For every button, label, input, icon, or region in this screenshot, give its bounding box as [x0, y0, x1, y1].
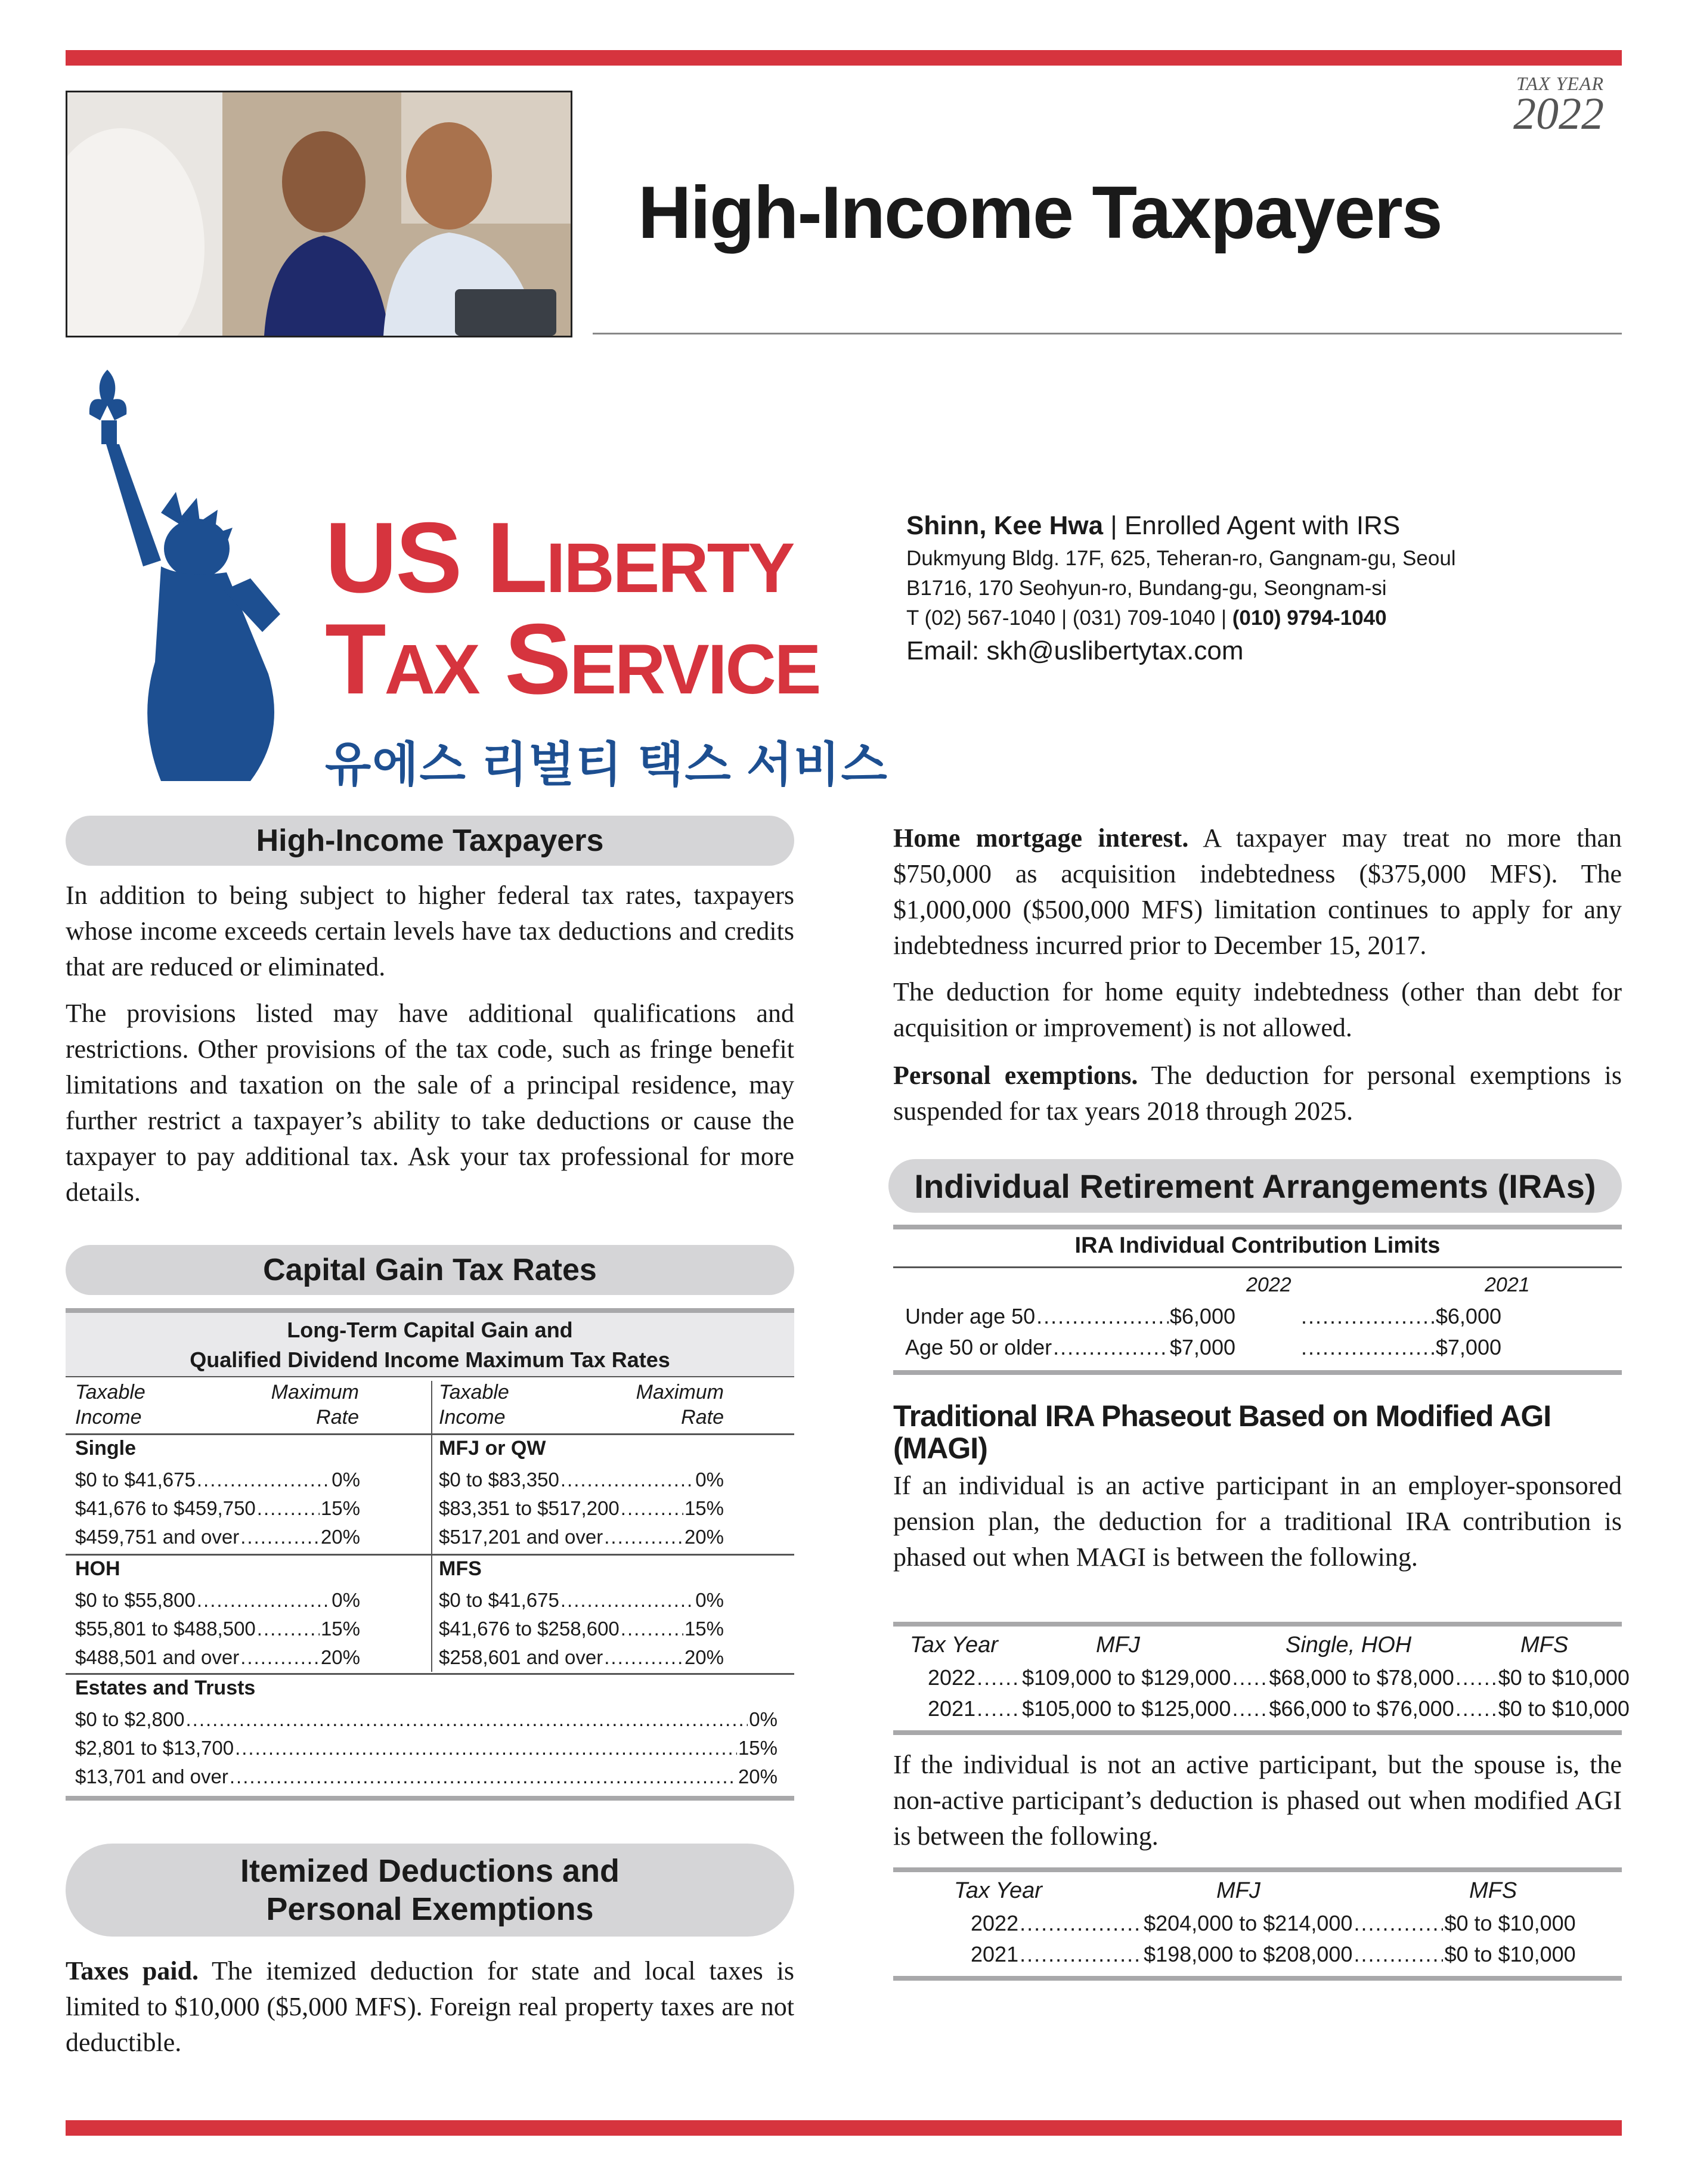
- table-row: $488,501 and over ..... 20%: [75, 1644, 360, 1671]
- itemized-heading: Itemized Deductions and Personal Exemptions: [66, 1844, 794, 1937]
- cg-group-single: Single: [75, 1437, 137, 1460]
- tax-year-label: TAX YEAR: [1516, 73, 1604, 94]
- t1-header-mfj: MFJ: [1096, 1632, 1140, 1658]
- table-row: $0 to $55,800 ..... 0%: [75, 1587, 360, 1613]
- cg-table-title-1: Long-Term Capital Gain and: [287, 1318, 573, 1342]
- table-row: $459,751 and over ..... 20%: [75, 1524, 360, 1550]
- t2-header-year: Tax Year: [954, 1878, 1042, 1903]
- contact-email[interactable]: Email: skh@uslibertytax.com: [906, 636, 1244, 665]
- phaseout-heading: Traditional IRA Phaseout Based on Modified AGI (MAGI): [893, 1399, 1551, 1465]
- logo-line-1: US Liberty: [325, 501, 794, 614]
- contact-address-1: Dukmyung Bldg. 17F, 625, Teheran-ro, Gangnam-gu, Seoul: [906, 547, 1456, 570]
- phaseout-p2: If the individual is not an active participant, but the spouse is, the non-active participant’s deduction is phased out when modified AGI is between the following.: [893, 1750, 1622, 1851]
- table-row: $0 to $2,800 ..... 0%: [75, 1706, 778, 1733]
- mortgage-label: Home mortgage interest.: [893, 823, 1189, 853]
- t2-header-mfj: MFJ: [1216, 1878, 1260, 1903]
- t1-header-single: Single, HOH: [1286, 1632, 1412, 1658]
- top-red-bar: [66, 50, 1622, 66]
- home-equity-paragraph: The deduction for home equity indebtedness (other than debt for acquisition or improvement) is not allowed.: [893, 977, 1622, 1042]
- table-row: $0 to $41,675 ..... 0%: [439, 1587, 724, 1613]
- table-row: ..... $7,000: [1300, 1334, 1501, 1361]
- table-row: 2021 ..... $198,000 to $208,000 ..... $0 to $10,000: [971, 1941, 1555, 1968]
- table-row: $41,676 to $459,750 ..... 15%: [75, 1495, 360, 1522]
- table-row: $55,801 to $488,500 ..... 15%: [75, 1616, 360, 1642]
- cg-group-mfs: MFS: [439, 1557, 482, 1580]
- header-photo: [66, 91, 572, 337]
- table-row: $13,701 and over ..... 20%: [75, 1764, 778, 1790]
- table-row: $41,676 to $258,600 ..... 15%: [439, 1616, 724, 1642]
- t1-header-mfs: MFS: [1520, 1632, 1569, 1658]
- liberty-statue-logo: [72, 364, 334, 781]
- logo-korean: 유에스 리벌티 택스 서비스: [325, 738, 888, 791]
- cg-table-title-2: Qualified Dividend Income Maximum Tax Rates: [190, 1347, 670, 1372]
- high-income-heading: High-Income Taxpayers: [66, 816, 794, 866]
- high-income-p2: The provisions listed may have additional qualifications and restrictions. Other provisions of the tax code, such as fringe benefit limitations and taxation on the sale of a principal residence, may further restrict a taxpayer’s ability to take deductions or cause the taxpayer to pay additional tax. Ask your tax professional for more details.: [66, 999, 794, 1207]
- taxes-paid-paragraph: [66, 1953, 794, 2061]
- cg-col-income-right: Taxable Income: [439, 1381, 509, 1429]
- table-row: Under age 50 ..... $6,000: [905, 1303, 1235, 1330]
- ira-col-2021: 2021: [1485, 1274, 1530, 1296]
- table-row: $517,201 and over ..... 20%: [439, 1524, 724, 1550]
- ira-heading: Individual Retirement Arrangements (IRAs): [888, 1159, 1622, 1213]
- contact-phone-mobile: (010) 9794-1040: [1232, 606, 1387, 630]
- t1-header-year: Tax Year: [910, 1632, 998, 1658]
- contact-phones: T (02) 567-1040 | (031) 709-1040 |: [906, 606, 1232, 630]
- cg-group-hoh: HOH: [75, 1557, 120, 1580]
- table-row: 2022 ..... $109,000 to $129,000 ..... $68,000 to $78,000 ..... $0 to $10,000: [928, 1665, 1603, 1691]
- table-row: $258,601 and over ..... 20%: [439, 1644, 724, 1671]
- table-row: 2022 ..... $204,000 to $214,000 ..... $0 to $10,000: [971, 1910, 1555, 1937]
- capital-gain-heading: Capital Gain Tax Rates: [66, 1245, 794, 1295]
- exemptions-text: The deduction for personal exemptions is suspended for tax years 2018 through 2025.: [893, 1061, 1622, 1126]
- table-row: Age 50 or older ..... $7,000: [905, 1334, 1235, 1361]
- page-title: High-Income Taxpayers: [638, 172, 1442, 254]
- cg-col-rate-right: Maximum Rate: [636, 1381, 724, 1429]
- bottom-red-bar: [66, 2120, 1622, 2136]
- contact-role: | Enrolled Agent with IRS: [1103, 511, 1401, 540]
- cg-group-estates: Estates and Trusts: [75, 1677, 256, 1699]
- mortgage-text: A taxpayer may treat no more than $750,000 as acquisition indebtedness ($375,000 MFS). The $1,000,000 ($500,000 MFS) limitation continues to apply for any indebtedness incurred prior to December 15, 2017.: [893, 823, 1622, 960]
- table-row: $83,351 to $517,200 ..... 15%: [439, 1495, 724, 1522]
- high-income-p1: In addition to being subject to higher federal tax rates, taxpayers whose income exceeds certain levels have tax deductions and credits that are reduced or eliminated.: [66, 881, 794, 981]
- ira-col-2022: 2022: [1246, 1274, 1291, 1296]
- exemptions-paragraph: [893, 1058, 1622, 1129]
- table-row: $0 to $83,350 ..... 0%: [439, 1467, 724, 1493]
- taxes-paid-label: Taxes paid.: [66, 1956, 199, 1985]
- table-row: ..... $6,000: [1300, 1303, 1501, 1330]
- table-row: 2021 ..... $105,000 to $125,000 ..... $66,000 to $76,000 ..... $0 to $10,000: [928, 1696, 1603, 1722]
- phaseout-p1: If an individual is an active participant in an employer-sponsored pension plan, the deduction for a traditional IRA contribution is phased out when MAGI is between the following.: [893, 1471, 1622, 1572]
- contact-name: Shinn, Kee Hwa: [906, 511, 1104, 540]
- contact-block: [906, 508, 1622, 669]
- taxes-paid-text: The itemized deduction for state and local taxes is limited to $10,000 ($5,000 MFS). Foreign real property taxes are not deductible.: [66, 1956, 794, 2057]
- cg-group-mfj: MFJ or QW: [439, 1437, 546, 1460]
- table-row: $2,801 to $13,700 ..... 15%: [75, 1735, 778, 1761]
- exemptions-label: Personal exemptions.: [893, 1061, 1138, 1090]
- mortgage-paragraph: [893, 820, 1622, 964]
- cg-col-income-left: Taxable Income: [75, 1381, 145, 1429]
- ira-limits-title: IRA Individual Contribution Limits: [1074, 1233, 1441, 1258]
- logo-line-2: Tax Service: [325, 603, 820, 715]
- table-row: $0 to $41,675 ..... 0%: [75, 1467, 360, 1493]
- tax-year: 2022: [1513, 89, 1604, 139]
- contact-address-2: B1716, 170 Seohyun-ro, Bundang-gu, Seongnam-si: [906, 577, 1387, 600]
- cg-col-rate-left: Maximum Rate: [271, 1381, 359, 1429]
- t2-header-mfs: MFS: [1469, 1878, 1517, 1903]
- title-rule: [593, 333, 1622, 334]
